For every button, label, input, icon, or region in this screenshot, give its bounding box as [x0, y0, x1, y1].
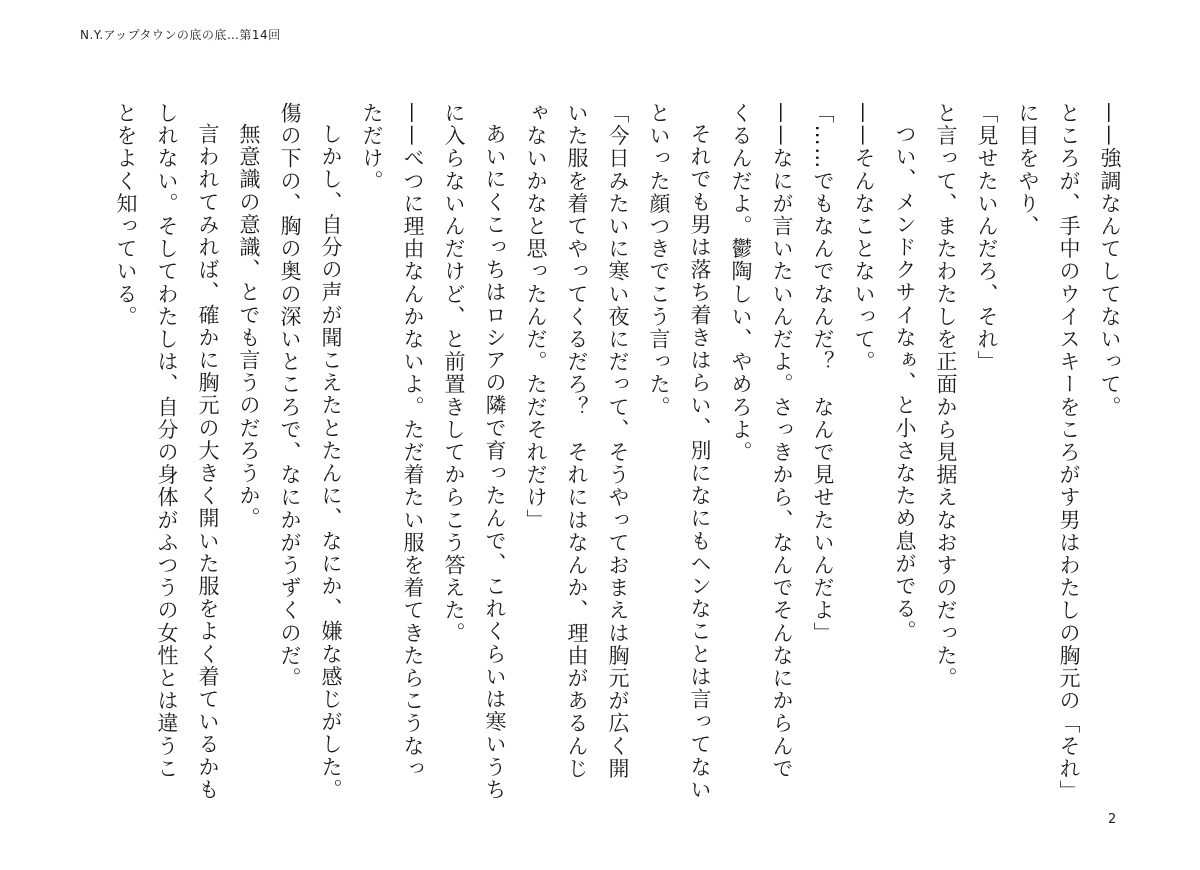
paragraph: ——なにが言いたいんだよ。さっきから、なんでそんなにからんでくるんだよ。鬱陶しい、やめろよ。: [729, 102, 794, 780]
document-header-title: N.Y.アップタウンの底の底…第14回: [80, 28, 281, 42]
page-number: 2: [1108, 812, 1117, 827]
paragraph: 「見せたいんだろ、それ」: [975, 102, 999, 374]
paragraph: あいにくこっちはロシアの隣で育ったんで、これくらいは寒いうちに入らないんだけど、と前置きしてからこう答えた。: [442, 102, 507, 801]
paragraph: 「……でもなんでなんだ？ なんで見せたいんだよ」: [811, 102, 835, 645]
paragraph: と言って、またわたしを正面から見据えなおすのだった。: [934, 102, 958, 690]
paragraph: ——強調なんてしてないって。: [1098, 102, 1122, 419]
paragraph: ——そんなことないって。: [852, 102, 876, 374]
vertical-body-text: [80, 102, 1130, 802]
paragraph: しかし、自分の声が聞こえたとたんに、なにか、嫌な感じがした。傷の下の、胸の奥の深いところで、なにかがうずくのだ。: [278, 102, 343, 801]
paragraph: それでも男は落ち着きはらい、別になにもヘンなことは言ってないといった顔つきでこう言った。: [647, 102, 712, 801]
paragraph: 「今日みたいに寒い夜にだって、そうやっておまえは胸元が広く開いた服を着てやってくるだろ？ それにはなんか、理由があるんじゃないかなと思ったんだ。ただそれだけ」: [524, 102, 630, 780]
paragraph: ところが、手中のウイスキーをころがす男はわたしの胸元の「それ」に目をやり、: [1016, 102, 1081, 793]
paragraph: 言われてみれば、確かに胸元の大きく開いた服をよく着ているかもしれない。そしてわたしは、自分の身体がふつうの女性とは違うことをよく知っている。: [114, 102, 220, 801]
paragraph: 無意識の意識、とでも言うのだろうか。: [237, 123, 261, 530]
paragraph: ——べつに理由なんかないよ。ただ着たい服を着てきたらこうなっただけ。: [360, 102, 425, 780]
paragraph: つい、メンドクサイなぁ、と小さなため息がでる。: [893, 123, 917, 643]
